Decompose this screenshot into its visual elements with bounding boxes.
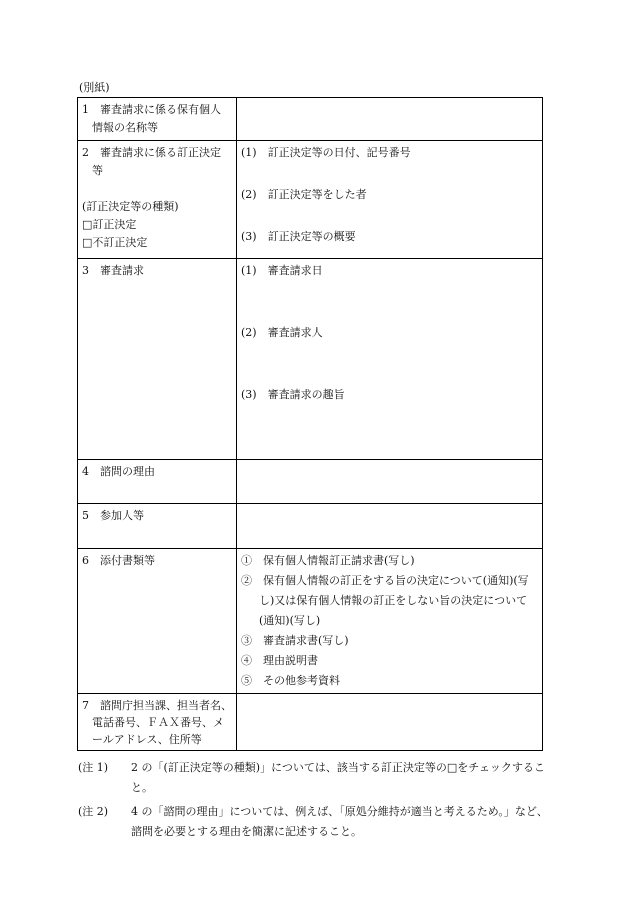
table-row	[78, 460, 543, 504]
row-6-label-cell	[78, 549, 237, 694]
table-row	[78, 504, 543, 549]
row-3-value-cell	[237, 259, 543, 460]
decision-type-heading: (訂正決定等の種類)	[82, 200, 179, 213]
row-2-label-line-2: 等	[92, 164, 103, 177]
table-row	[78, 549, 543, 694]
table-row	[78, 259, 543, 460]
attachment-item-5: ⑤ その他参考資料	[241, 674, 340, 687]
row-1-label-line-2: 情報の名称等	[92, 121, 158, 134]
row-3-label: 3 審査請求	[82, 264, 144, 277]
table-row	[78, 694, 543, 751]
attachment-item-4: ④ 理由説明書	[241, 654, 318, 667]
row-1-label-cell	[78, 98, 237, 141]
row-2-label-cell	[78, 141, 237, 259]
row-4-value-cell	[237, 460, 543, 504]
row-7-label-cell	[78, 694, 237, 751]
row-3-item-3: (3) 審査請求の趣旨	[241, 388, 345, 401]
table-row	[78, 98, 543, 141]
row-4-label-cell	[78, 460, 237, 504]
note-1-label: (注 1)	[78, 761, 109, 774]
table-row	[78, 141, 543, 259]
notes-section	[78, 758, 558, 842]
note-2-text: 4 の「諮問の理由」については、例えば、「原処分維持が適当と考えるため。」など、諮問を必要とする理由を簡潔に記述すること。	[131, 805, 548, 838]
row-7-value-cell	[237, 694, 543, 751]
row-2-value-cell	[237, 141, 543, 259]
checkbox-correction-decision: □訂正決定	[82, 218, 137, 231]
note-2-label: (注 2)	[78, 805, 109, 818]
row-2-item-1: (1) 訂正決定等の日付、記号番号	[241, 146, 411, 159]
note-1	[78, 758, 558, 798]
row-7-label-line-1: 7 諮問庁担当課、担当者名、	[82, 699, 232, 712]
row-6-label: 6 添付書類等	[82, 554, 155, 567]
note-2	[78, 802, 558, 842]
attachment-item-3: ③ 審査請求書(写し)	[241, 634, 349, 647]
row-3-label-cell	[78, 259, 237, 460]
row-6-value-cell	[237, 549, 543, 694]
review-request-form-table	[77, 97, 543, 751]
row-2-label-line-1: 2 審査請求に係る訂正決定	[82, 146, 221, 159]
note-1-text: 2 の「(訂正決定等の種類)」については、該当する訂正決定等の□をチェックすること。	[131, 761, 545, 794]
attachment-item-2: ② 保有個人情報の訂正をする旨の決定について(通知)(写し)又は保有個人情報の訂正をしない旨の決定について(通知)(写し)	[241, 574, 529, 627]
attachment-label: (別紙)	[79, 81, 110, 94]
row-7-label-line-2: 電話番号、ＦＡＸ番号、メ	[92, 716, 224, 729]
row-2-item-2: (2) 訂正決定等をした者	[241, 188, 367, 201]
checkbox-non-correction-decision: □不訂正決定	[82, 236, 148, 249]
row-3-item-2: (2) 審査請求人	[241, 326, 323, 339]
attachment-item-1: ① 保有個人情報訂正請求書(写し)	[241, 554, 415, 567]
row-5-label-cell	[78, 504, 237, 549]
row-1-label-line-1: 1 審査請求に係る保有個人	[82, 103, 221, 116]
row-5-value-cell	[237, 504, 543, 549]
row-2-item-3: (3) 訂正決定等の概要	[241, 230, 356, 243]
row-5-label: 5 参加人等	[82, 509, 144, 522]
row-7-label-line-3: ールアドレス、住所等	[92, 733, 202, 746]
row-1-value-cell	[237, 98, 543, 141]
row-4-label: 4 諮問の理由	[82, 465, 155, 478]
row-3-item-1: (1) 審査請求日	[241, 264, 323, 277]
